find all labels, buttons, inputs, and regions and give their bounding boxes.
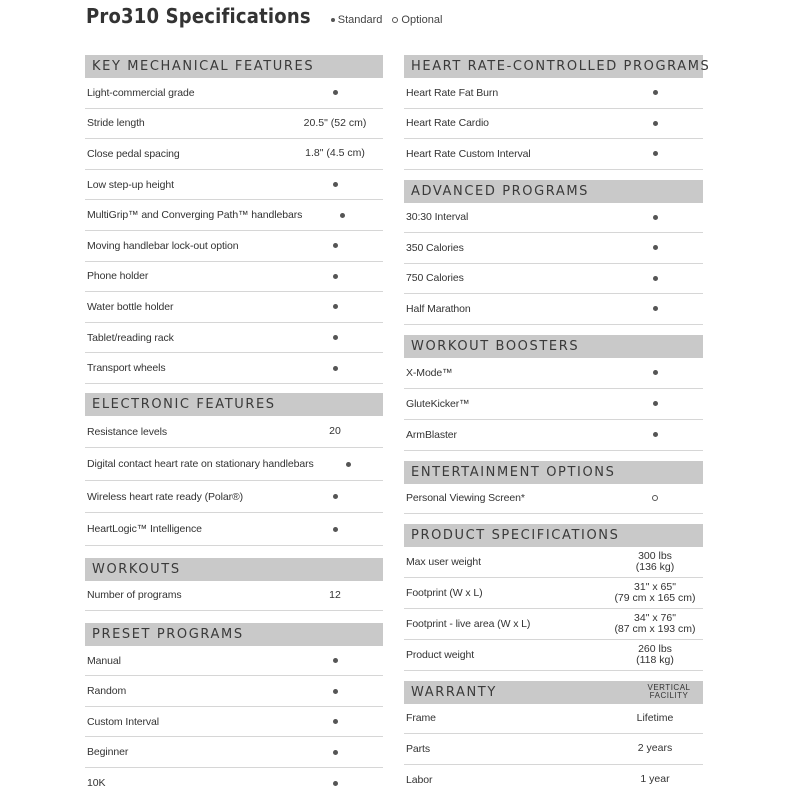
spec-label: Stride length xyxy=(87,117,145,130)
spec-row xyxy=(404,78,703,109)
spec-value-line-2: (118 kg) xyxy=(636,653,674,666)
spec-label: Labor xyxy=(406,773,433,786)
spec-row xyxy=(85,139,383,170)
section-heading xyxy=(404,335,703,358)
spec-row xyxy=(404,109,703,140)
dot-mark xyxy=(333,182,338,187)
spec-row xyxy=(404,640,703,671)
spec-row xyxy=(85,262,383,293)
spec-row xyxy=(85,448,383,481)
spec-row xyxy=(404,139,703,170)
spec-value: Lifetime xyxy=(636,711,674,724)
spec-row xyxy=(404,704,703,735)
spec-label: Custom Interval xyxy=(87,715,160,728)
spec-row xyxy=(404,264,703,295)
spec-label: Digital contact heart rate on stationary handlebars xyxy=(87,458,314,471)
spec-label: Resistance levels xyxy=(87,425,168,438)
spec-value xyxy=(607,613,703,635)
optional-ring-icon xyxy=(392,17,398,23)
standard-dot-icon xyxy=(287,491,383,502)
section-gap xyxy=(404,170,703,180)
spec-label: Phone holder xyxy=(87,270,149,283)
section-entertainment-options xyxy=(404,461,703,524)
spec-value-line-1: 34" x 76" xyxy=(634,611,676,624)
section-subheading xyxy=(635,684,703,700)
section-title: ADVANCED PROGRAMS xyxy=(411,183,590,199)
spec-label: Transport wheels xyxy=(87,362,166,375)
ring-mark xyxy=(652,495,658,501)
standard-dot-icon xyxy=(607,87,703,98)
dot-mark xyxy=(333,304,338,309)
spec-label: Close pedal spacing xyxy=(87,147,180,160)
spec-row xyxy=(85,170,383,201)
spec-label: Wireless heart rate ready (Polar®) xyxy=(87,490,244,503)
dot-mark xyxy=(653,215,658,220)
spec-label: Manual xyxy=(87,654,121,667)
spec-row xyxy=(85,676,383,707)
spec-label: 350 Calories xyxy=(406,241,464,254)
standard-dot-icon xyxy=(607,148,703,159)
spec-value: 12 xyxy=(329,588,341,601)
section-heart-rate-controlled-programs xyxy=(404,55,711,180)
dot-mark xyxy=(333,335,338,340)
standard-dot-icon xyxy=(287,747,383,758)
dot-mark xyxy=(333,750,338,755)
standard-dot-icon xyxy=(607,303,703,314)
standard-dot-icon xyxy=(287,332,383,343)
spec-label: 30:30 Interval xyxy=(406,211,469,224)
section-heading xyxy=(404,180,703,203)
dot-mark xyxy=(340,213,345,218)
spec-row xyxy=(85,646,383,677)
spec-label: Heart Rate Custom Interval xyxy=(406,147,531,160)
dot-mark xyxy=(333,527,338,532)
legend xyxy=(331,14,443,26)
spec-label: Moving handlebar lock-out option xyxy=(87,239,239,252)
standard-dot-icon xyxy=(607,212,703,223)
spec-row xyxy=(404,734,703,765)
spec-label: Tablet/reading rack xyxy=(87,331,174,344)
spec-value xyxy=(607,644,703,666)
spec-label: 10K xyxy=(87,777,106,790)
standard-dot-icon xyxy=(302,210,383,221)
spec-label: Beginner xyxy=(87,746,129,759)
spec-row xyxy=(85,200,383,231)
standard-dot-icon xyxy=(607,429,703,440)
dot-mark xyxy=(653,276,658,281)
section-title: ENTERTAINMENT OPTIONS xyxy=(411,464,616,480)
dot-mark xyxy=(333,366,338,371)
spec-row xyxy=(85,581,383,611)
spec-value-line-2: (79 cm x 165 cm) xyxy=(614,591,696,604)
spec-label: 750 Calories xyxy=(406,272,464,285)
spec-row xyxy=(404,609,703,640)
spec-row xyxy=(85,292,383,323)
spec-label: Heart Rate Cardio xyxy=(406,117,489,130)
dot-mark xyxy=(333,781,338,786)
spec-label: Half Marathon xyxy=(406,302,471,315)
spec-label: Product weight xyxy=(406,648,475,661)
spec-label: Footprint - live area (W x L) xyxy=(406,617,531,630)
dot-mark xyxy=(653,370,658,375)
spec-row xyxy=(404,578,703,609)
spec-value xyxy=(607,551,703,573)
spec-label: MultiGrip™ and Converging Path™ handlebars xyxy=(87,209,303,222)
spec-label: Parts xyxy=(406,742,431,755)
section-product-specifications xyxy=(404,524,703,681)
section-workout-boosters xyxy=(404,335,703,461)
spec-row xyxy=(404,294,703,325)
dot-mark xyxy=(333,274,338,279)
section-heading xyxy=(85,623,383,646)
spec-row xyxy=(85,513,383,546)
section-heading xyxy=(404,461,703,484)
standard-dot-icon xyxy=(287,240,383,251)
spec-label: GluteKicker™ xyxy=(406,397,470,410)
section-heading xyxy=(404,681,703,704)
legend-standard xyxy=(331,14,383,26)
standard-dot-icon xyxy=(287,778,383,789)
section-gap xyxy=(404,671,703,681)
section-title: PRODUCT SPECIFICATIONS xyxy=(411,527,620,543)
spec-label: Max user weight xyxy=(406,555,481,568)
standard-dot-icon xyxy=(287,87,383,98)
left-column xyxy=(85,55,383,798)
spec-label: Personal Viewing Screen* xyxy=(406,492,525,504)
spec-label: HeartLogic™ Intelligence xyxy=(87,523,202,536)
spec-label: X-Mode™ xyxy=(406,366,453,379)
section-electronic-features xyxy=(85,393,383,558)
subheading-line-1: VERTICAL xyxy=(647,683,691,692)
spec-row xyxy=(404,358,703,389)
spec-value-line-1: 31" x 65" xyxy=(634,580,676,593)
section-title: WARRANTY xyxy=(411,684,497,700)
dot-mark xyxy=(333,494,338,499)
spec-value-line-2: (136 kg) xyxy=(635,560,675,573)
standard-dot-icon xyxy=(287,655,383,666)
spec-label: Heart Rate Fat Burn xyxy=(406,86,499,99)
standard-dot-icon xyxy=(607,367,703,378)
section-heading xyxy=(85,558,383,581)
optional-ring-icon xyxy=(607,493,703,504)
standard-dot-icon xyxy=(287,301,383,312)
spec-value: 20.5" (52 cm) xyxy=(303,116,367,129)
standard-dot-icon xyxy=(287,686,383,697)
spec-row xyxy=(85,768,383,799)
dot-mark xyxy=(333,689,338,694)
spec-value-line-2: (87 cm x 193 cm) xyxy=(614,622,696,635)
spec-label: Low step-up height xyxy=(87,178,174,191)
spec-label: Number of programs xyxy=(87,589,182,602)
standard-dot-icon xyxy=(607,398,703,409)
spec-value: 20 xyxy=(329,425,341,438)
dot-mark xyxy=(653,90,658,95)
standard-dot-icon xyxy=(287,363,383,374)
section-key-mechanical-features xyxy=(85,55,383,393)
spec-row xyxy=(85,78,383,109)
section-preset-programs xyxy=(85,623,383,799)
section-heading xyxy=(404,524,703,547)
spec-value: 2 years xyxy=(637,742,673,755)
legend-optional-label: Optional xyxy=(401,14,443,26)
spec-value-line-1: 300 lbs xyxy=(638,549,672,562)
spec-row xyxy=(85,707,383,738)
spec-label: Frame xyxy=(406,712,436,725)
section-heading xyxy=(85,393,383,416)
section-gap xyxy=(404,451,703,461)
spec-label: Random xyxy=(87,685,127,698)
standard-dot-icon xyxy=(607,118,703,129)
spec-row xyxy=(404,547,703,578)
spec-label: ArmBlaster xyxy=(406,428,457,441)
section-title: KEY MECHANICAL FEATURES xyxy=(92,59,315,74)
standard-dot-icon xyxy=(331,18,335,22)
legend-standard-label: Standard xyxy=(337,14,383,26)
spec-value xyxy=(607,582,703,604)
spec-row xyxy=(404,389,703,420)
section-title: WORKOUTS xyxy=(92,561,181,577)
spec-row xyxy=(404,203,703,234)
spec-value: 1.8" (4.5 cm) xyxy=(305,147,365,160)
standard-dot-icon xyxy=(287,716,383,727)
dot-mark xyxy=(333,658,338,663)
section-title: HEART RATE-CONTROLLED PROGRAMS xyxy=(411,59,711,74)
standard-dot-icon xyxy=(607,242,703,253)
dot-mark xyxy=(653,151,658,156)
section-heading xyxy=(85,55,383,78)
standard-dot-icon xyxy=(287,271,383,282)
standard-dot-icon xyxy=(287,179,383,190)
section-gap xyxy=(85,384,383,393)
spec-row xyxy=(85,109,383,140)
section-gap xyxy=(85,546,383,558)
dot-mark xyxy=(333,90,338,95)
dot-mark xyxy=(333,719,338,724)
dot-mark xyxy=(653,245,658,250)
right-column xyxy=(404,55,711,795)
spec-row xyxy=(404,765,703,796)
section-workouts xyxy=(85,558,383,623)
section-title: PRESET PROGRAMS xyxy=(92,626,244,642)
section-gap xyxy=(85,611,383,623)
spec-row xyxy=(85,231,383,262)
dot-mark xyxy=(333,243,338,248)
page-title: Pro310 Specifications xyxy=(86,4,311,28)
spec-row xyxy=(85,353,383,384)
section-advanced-programs xyxy=(404,180,703,335)
standard-dot-icon xyxy=(287,524,383,535)
spec-row xyxy=(85,416,383,449)
spec-row xyxy=(85,323,383,354)
spec-row xyxy=(404,420,703,451)
section-title: WORKOUT BOOSTERS xyxy=(411,338,580,354)
section-gap xyxy=(404,514,703,524)
dot-mark xyxy=(653,401,658,406)
spec-row xyxy=(85,481,383,514)
dot-mark xyxy=(653,306,658,311)
section-heading xyxy=(404,55,711,78)
standard-dot-icon xyxy=(607,273,703,284)
legend-optional xyxy=(392,14,442,26)
spec-row xyxy=(404,484,703,514)
section-warranty xyxy=(404,681,703,796)
dot-mark xyxy=(653,432,658,437)
spec-label: Light-commercial grade xyxy=(87,86,195,99)
dot-mark xyxy=(346,462,351,467)
spec-label: Footprint (W x L) xyxy=(406,586,483,599)
standard-dot-icon xyxy=(314,459,383,470)
spec-row xyxy=(404,233,703,264)
dot-mark xyxy=(653,121,658,126)
spec-label: Water bottle holder xyxy=(87,300,174,313)
spec-row xyxy=(85,737,383,768)
subheading-line-2: FACILITY xyxy=(649,691,689,700)
title-row xyxy=(86,4,442,34)
spec-value-line-1: 260 lbs xyxy=(638,642,672,655)
spec-value: 1 year xyxy=(640,773,670,786)
section-title: ELECTRONIC FEATURES xyxy=(92,396,276,412)
section-gap xyxy=(404,325,703,335)
